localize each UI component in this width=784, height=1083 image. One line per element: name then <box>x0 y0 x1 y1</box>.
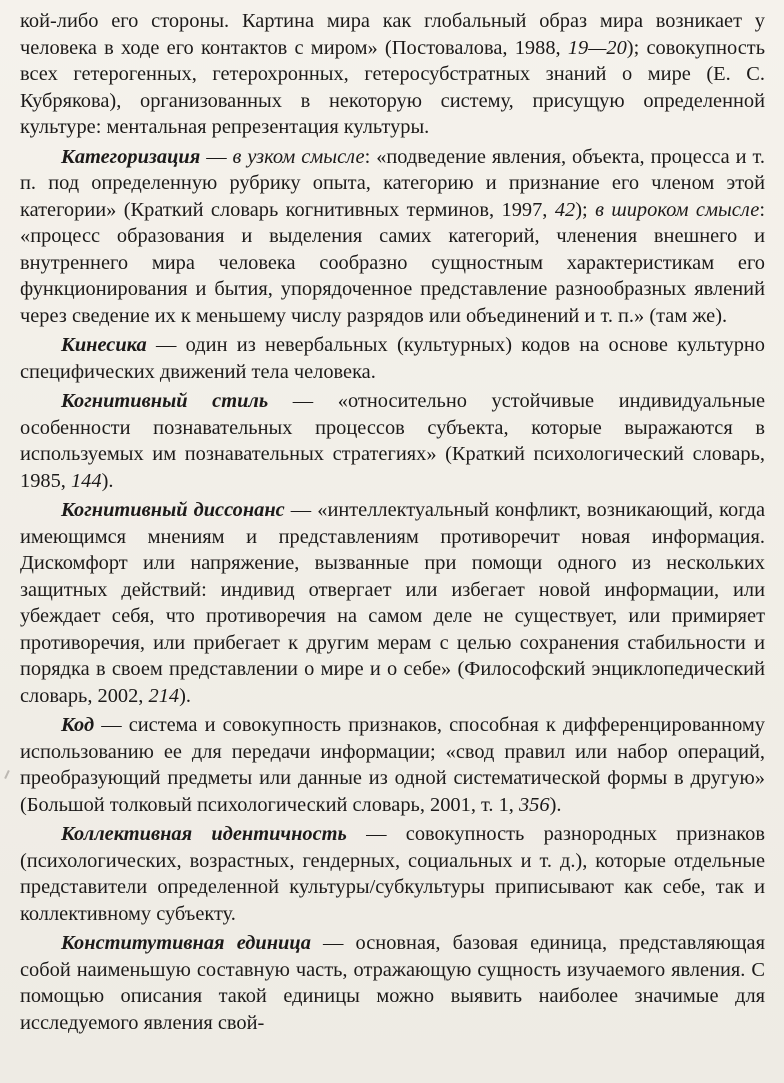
entry-kategorizatsiya <box>20 144 765 330</box>
entry-term: Когнитивный диссонанс <box>61 499 285 521</box>
page-reference: 42 <box>554 198 576 221</box>
entry-term: Категоризация <box>61 145 201 168</box>
paragraph-continuation <box>20 8 765 141</box>
entry-term: Код <box>61 714 95 736</box>
sense-label: в узком смысле <box>232 145 365 168</box>
page-reference: 214 <box>148 684 180 707</box>
sense-label: в широком смысле <box>595 198 760 221</box>
page-reference: 144 <box>70 469 102 492</box>
entry-kod <box>20 712 765 818</box>
text-run: — <box>200 145 233 168</box>
text-run: : «процесс образования и выделения самих категорий, членения внешнего и внутреннего мира человека сообразно сущностным характеристикам его функционирования и бытия, упорядоченное представление разнообразных явлений через сведение их к меньшему числу разрядов или объединений и т. п.» (там же). <box>20 198 765 327</box>
page-reference: 19—20 <box>567 36 627 59</box>
entry-kinesika <box>20 332 765 385</box>
entry-konstitutivnaya-edinitsa <box>20 930 765 1036</box>
text-run: ). <box>101 469 114 492</box>
text-run: — «интеллектуальный конфликт, возникающий, когда имеющимся мнениям и представлениям противоречит новая информация. Дискомфорт или напряжение, вызванные при помощи одного из нескольких защитных действий: индивид отвергает или избегает новой информации, или убеждает себя, что противоречия на самом деле не существует, или примиряет противоречия, или прибегает к другим мерам с целью сохранения стабильности и порядка в своем представлении о мире и о себе» (Философский энциклопедический словарь, 2002, <box>20 499 765 707</box>
pencil-mark <box>4 770 10 779</box>
entry-term: Кинесика <box>61 334 147 356</box>
entry-kollektivnaya-identichnost <box>20 821 765 927</box>
text-run: — «относительно устойчивые индивидуальные особенности познавательных процессов субъекта, которые выражаются в используемых им познавательных стратегиях» (Краткий психологический словарь, 1985, <box>20 390 766 492</box>
text-run: кой-либо его стороны. Картина мира как глобальный образ мира возникает у человека в ходе его контактов с миром» (Постовалова, 1988, <box>20 10 765 59</box>
text-run: ); совокупность всех гетерогенных, гетерохронных, гетеросубстратных знаний о мире (Е. С. Кубрякова), организованных в некоторую систему, присущую определенной культуре: ментальная репрезентация культуры. <box>20 36 765 138</box>
entry-kognitivnyy-dissonans <box>20 497 765 709</box>
entry-term: Коллективная идентичность <box>61 823 347 845</box>
text-run: : «подведение явления, объекта, процесса и т. п. под определенную рубрику опыта, категорию и признание его членом этой категории» (Краткий словарь когнитивных терминов, 1997, <box>20 145 766 221</box>
text-run: — основная, базовая единица, представляющая собой наименьшую составную часть, отражающую сущность изучаемого явления. С помощью описания такой единицы можно выявить наиболее значимые для исследуемого явления свой- <box>20 932 765 1034</box>
text-run: — система и совокупность признаков, способная к дифференцированному использованию ее для передачи информации; «свод правил или набор операций, преобразующий предметы или данные из одной систематической формы в другую» (Большой толковый психологический словарь, 2001, т. 1, <box>20 714 765 816</box>
text-run: — один из невербальных (культурных) кодов на основе культурно специфических движений тела человека. <box>20 334 765 383</box>
text-column <box>20 8 765 1039</box>
entry-term: Конститутивная единица <box>61 932 311 954</box>
text-run: — совокупность разнородных признаков (психологических, возрастных, гендерных, социальных и т. д.), которые отдельные представители определенной культуры/субкультуры приписывают как себе, так и коллективному субъекту. <box>20 823 765 925</box>
text-run: ); <box>575 198 596 221</box>
text-run: ). <box>549 793 562 816</box>
page-reference: 356 <box>518 793 550 816</box>
entry-term: Когнитивный стиль <box>61 390 269 412</box>
text-run: ). <box>179 684 191 707</box>
entry-kognitivnyy-stil <box>20 388 765 494</box>
